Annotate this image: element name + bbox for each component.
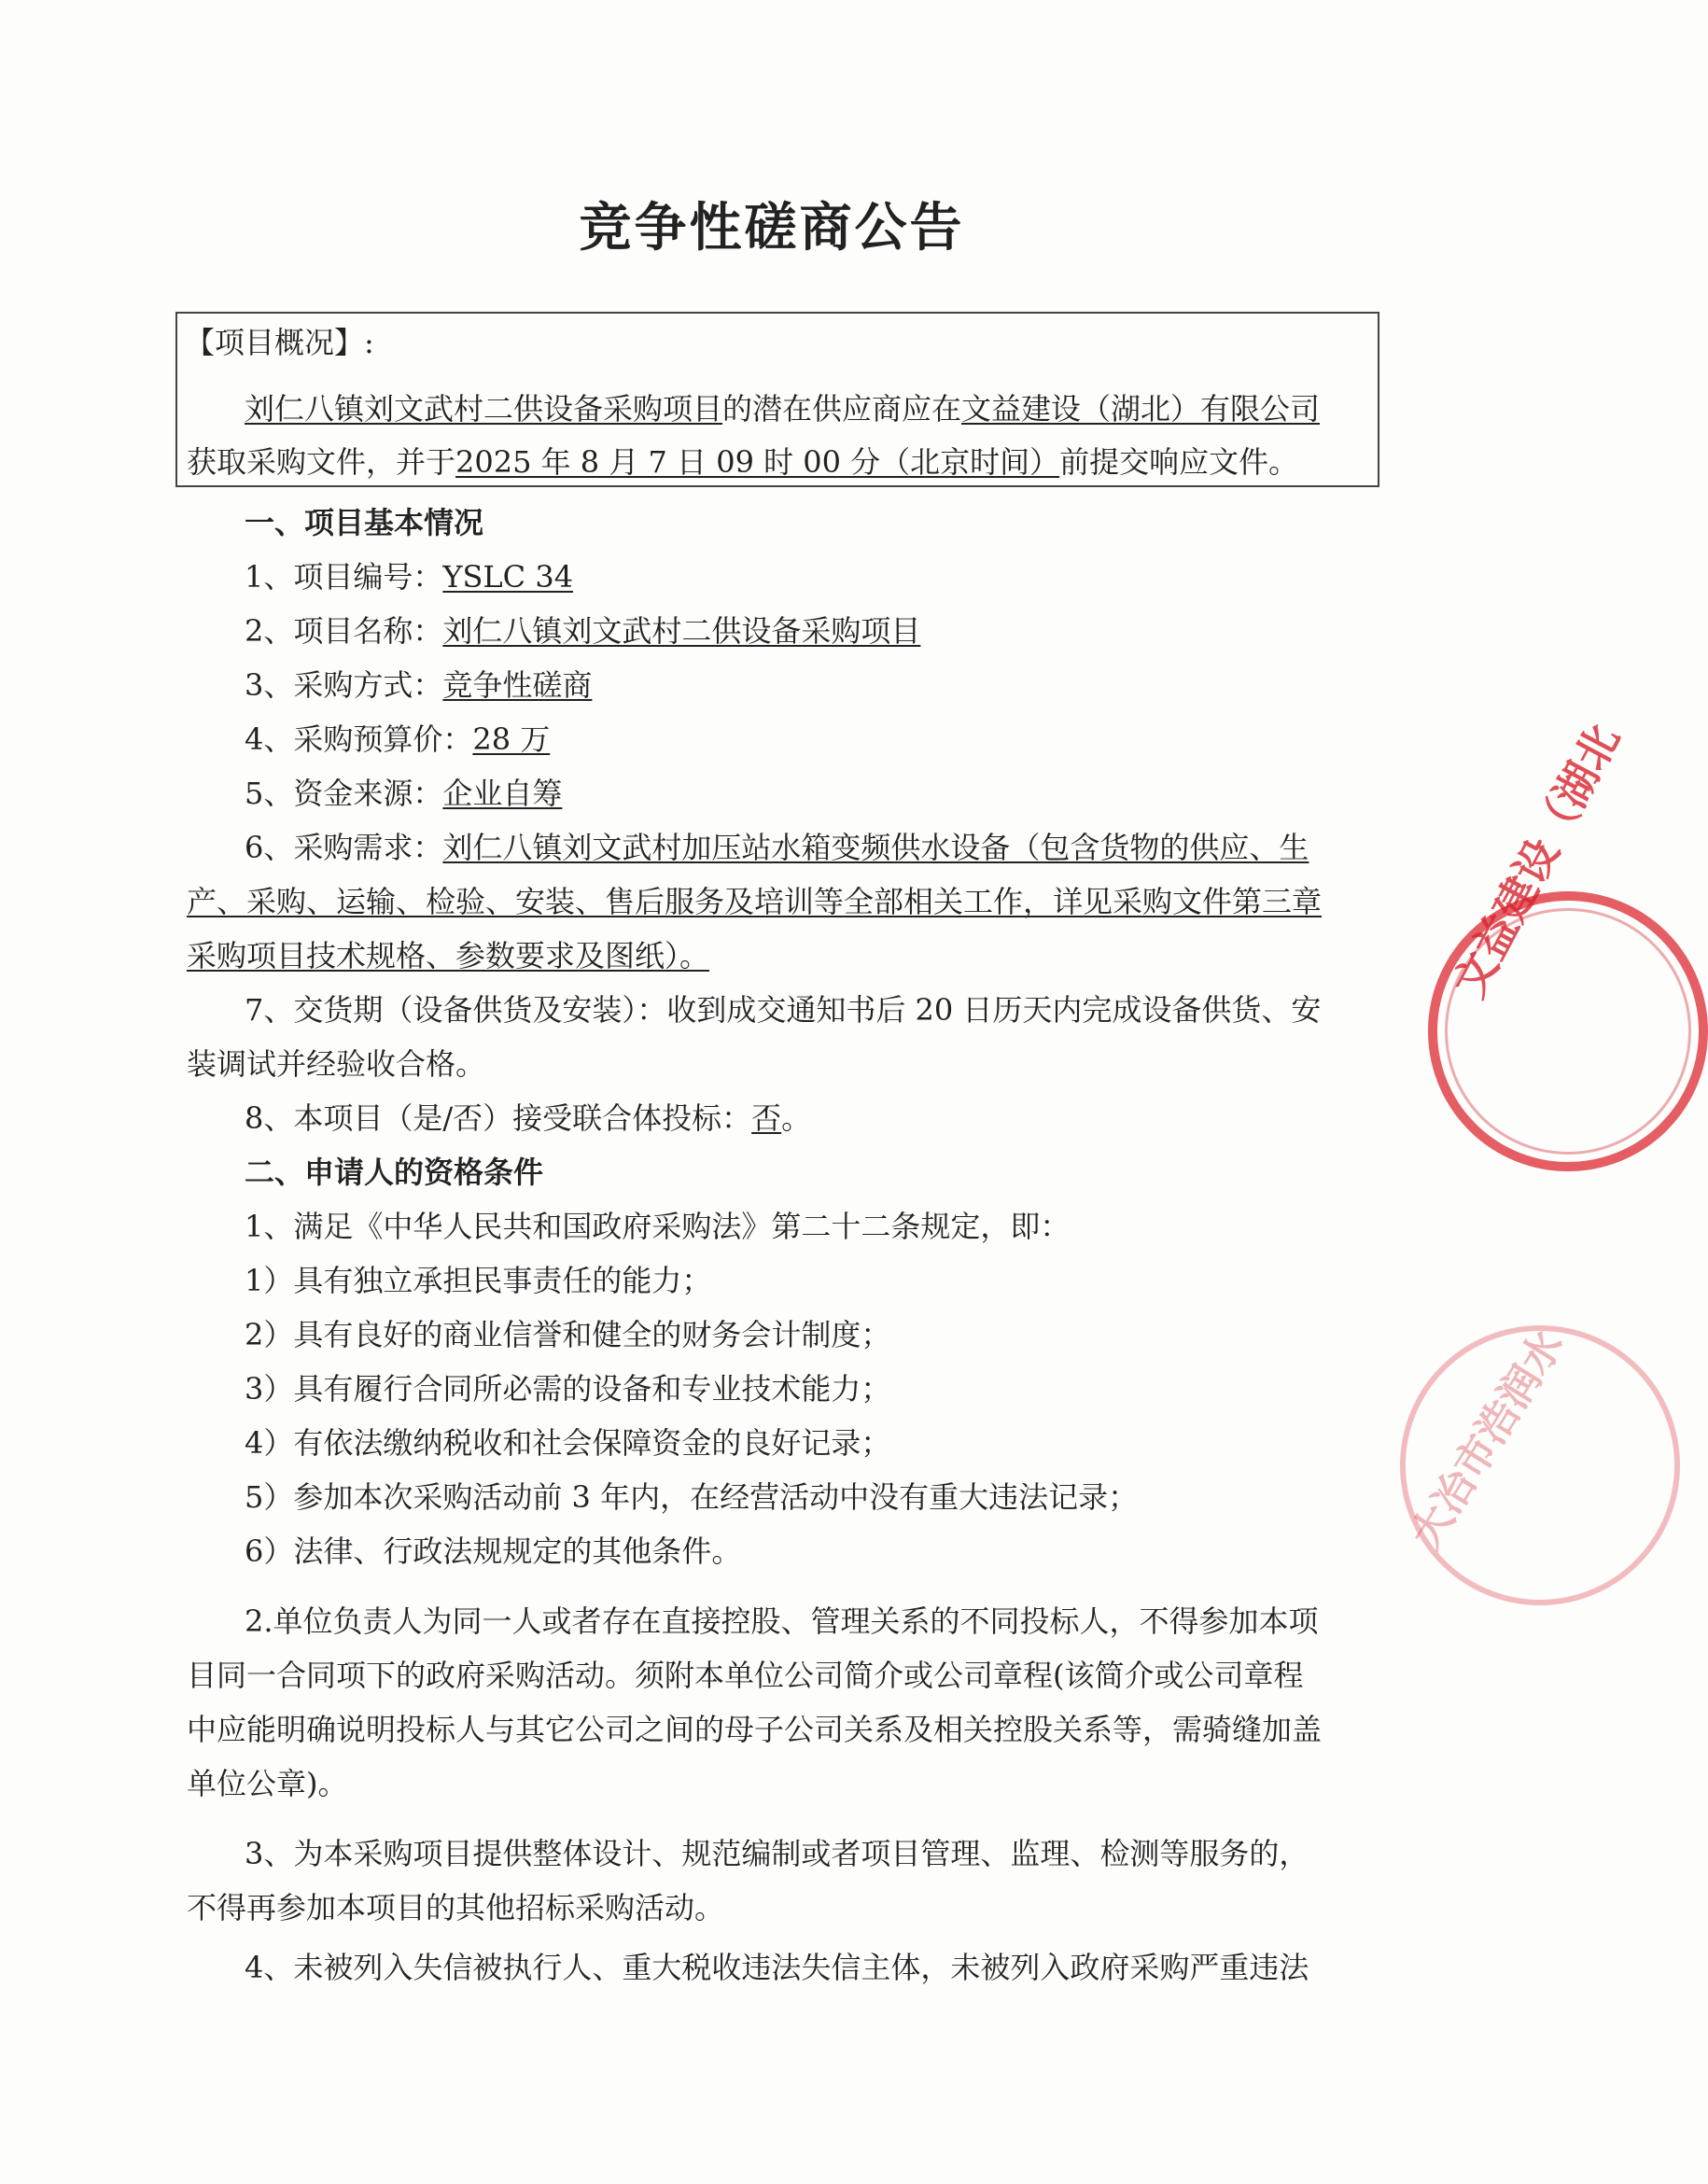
overview-heading: 【项目概况】: bbox=[185, 325, 374, 360]
overview-line-2 bbox=[187, 443, 1298, 481]
overview-project-name: 刘仁八镇刘文武村二供设备采购项目 bbox=[245, 391, 723, 427]
qualification-2-line-2: 目同一合同项下的政府采购活动。须附本单位公司简介或公司章程(该简介或公司章程 bbox=[187, 1658, 1304, 1693]
qualification-sub-4: 4）有依法缴纳税收和社会保障资金的良好记录； bbox=[245, 1425, 891, 1461]
procurement-needs-line-3: 采购项目技术规格、参数要求及图纸）。 bbox=[187, 938, 710, 973]
section-2-heading: 二、申请人的资格条件 bbox=[245, 1155, 544, 1190]
qualification-2-line-1: 2.单位负责人为同一人或者存在直接控股、管理关系的不同投标人，不得参加本项 bbox=[245, 1603, 1319, 1639]
procurement-needs-line-2: 产、采购、运输、检验、安装、售后服务及培训等全部相关工作，详见采购文件第三章 bbox=[187, 884, 1323, 919]
consortium-bid bbox=[245, 1099, 811, 1137]
project-name bbox=[245, 612, 920, 650]
field-label: 4、采购预算价： bbox=[245, 721, 473, 757]
fund-source bbox=[245, 775, 562, 812]
field-value: 竞争性磋商 bbox=[442, 667, 593, 703]
seal-text: 大冶市浩润水 bbox=[1402, 1322, 1574, 1557]
field-label: 2、项目名称： bbox=[245, 613, 443, 649]
overview-company: 文益建设（湖北）有限公司 bbox=[961, 391, 1321, 427]
project-number bbox=[245, 558, 573, 595]
field-label: 8、本项目（是/否）接受联合体投标： bbox=[245, 1100, 752, 1136]
field-label: 5、资金来源： bbox=[245, 776, 443, 811]
procurement-method bbox=[245, 666, 592, 704]
qualification-4-line-1: 4、未被列入失信被执行人、重大税收违法失信主体，未被列入政府采购严重违法 bbox=[245, 1950, 1309, 1985]
overview-text: 前提交响应文件。 bbox=[1059, 444, 1299, 480]
delivery-period-line-2: 装调试并经验收合格。 bbox=[187, 1046, 486, 1082]
seal-text: 文益建设（湖北 bbox=[1443, 716, 1630, 1006]
overview-deadline: 2025 年 8 月 7 日 09 时 00 分（北京时间） bbox=[455, 444, 1060, 480]
qualification-sub-5: 5）参加本次采购活动前 3 年内，在经营活动中没有重大违法记录； bbox=[245, 1479, 1139, 1515]
field-value: YSLC 34 bbox=[442, 559, 574, 595]
qualification-2-line-3: 中应能明确说明投标人与其它公司之间的母子公司关系及相关控股关系等，需骑缝加盖 bbox=[187, 1712, 1323, 1747]
qualification-sub-2: 2）具有良好的商业信誉和健全的财务会计制度； bbox=[245, 1317, 891, 1352]
budget-price bbox=[245, 721, 550, 758]
field-text: 。 bbox=[781, 1100, 812, 1136]
field-label: 3、采购方式： bbox=[245, 667, 443, 703]
qualification-sub-1: 1）具有独立承担民事责任的能力； bbox=[245, 1263, 712, 1298]
field-value: 刘仁八镇刘文武村二供设备采购项目 bbox=[442, 613, 921, 649]
procurement-needs-line-1 bbox=[245, 829, 1309, 866]
field-value: 刘仁八镇刘文武村加压站水箱变频供水设备（包含货物的供应、生 bbox=[442, 830, 1309, 865]
qualification-3-line-2: 不得再参加本项目的其他招标采购活动。 bbox=[187, 1890, 725, 1925]
field-label: 1、项目编号： bbox=[245, 559, 443, 595]
overview-text: 的潜在供应商应在 bbox=[722, 391, 962, 427]
field-value: 否 bbox=[751, 1100, 782, 1136]
section-1-heading: 一、项目基本情况 bbox=[245, 505, 484, 540]
qualification-1: 1、满足《中华人民共和国政府采购法》第二十二条规定，即： bbox=[245, 1209, 1071, 1244]
qualification-sub-3: 3）具有履行合同所必需的设备和专业技术能力； bbox=[245, 1371, 891, 1407]
qualification-sub-6: 6）法律、行政法规规定的其他条件。 bbox=[245, 1533, 742, 1569]
overview-line-1 bbox=[245, 390, 1320, 427]
delivery-period-line-1: 7、交货期（设备供货及安装）：收到成交通知书后 20 日历天内完成设备供货、安 bbox=[245, 992, 1322, 1028]
qualification-3-line-1: 3、为本采购项目提供整体设计、规范编制或者项目管理、监理、检测等服务的， bbox=[245, 1836, 1309, 1871]
field-value: 28 万 bbox=[472, 721, 551, 757]
field-label: 6、采购需求： bbox=[245, 830, 443, 865]
field-value: 企业自筹 bbox=[442, 776, 563, 811]
qualification-2-line-4: 单位公章)。 bbox=[187, 1766, 348, 1801]
document-title: 竞争性磋商公告 bbox=[579, 197, 965, 259]
overview-text: 获取采购文件，并于 bbox=[187, 444, 456, 480]
